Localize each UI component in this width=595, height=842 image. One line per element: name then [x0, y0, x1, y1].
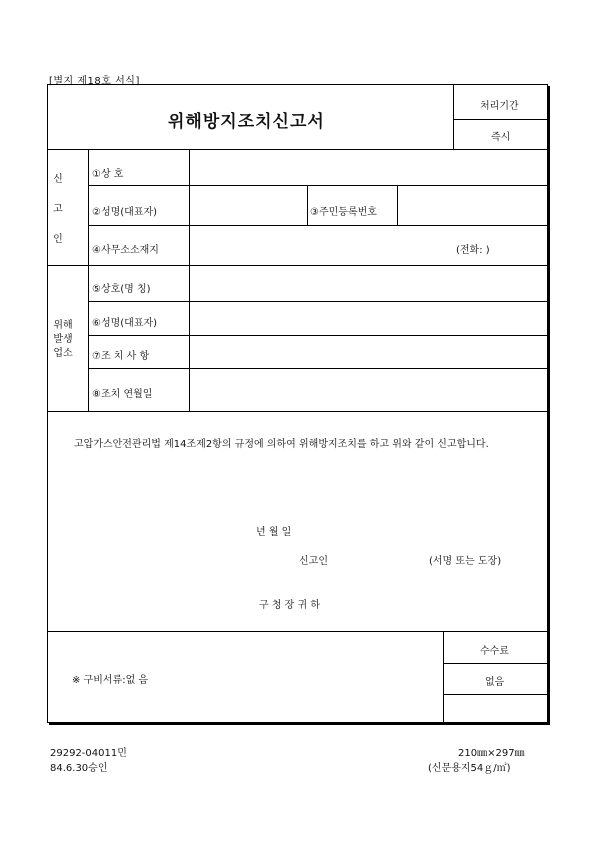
form-number-label: [별지 제18호 서식] [49, 76, 140, 87]
fee-value: 없음 [485, 677, 505, 688]
reporter-signature-label: 신고인 [299, 556, 328, 567]
attachments-note: ※ 구비서류:없 음 [72, 675, 149, 686]
trade-name-label: ①상 호 [92, 169, 124, 180]
form-frame [47, 84, 548, 723]
reporter-section-label: 신 고 인 [53, 174, 63, 245]
resident-number-label: ③주민등록번호 [310, 207, 377, 218]
hazard-trade-name-label: ⑤상호(명 칭) [92, 284, 151, 295]
processing-value: 즉시 [491, 132, 511, 143]
hazard-section-label: 위해 발생 업소 [53, 320, 73, 359]
divider [453, 85, 454, 149]
divider [397, 185, 398, 225]
action-items-label: ⑦조 치 사 항 [92, 351, 150, 362]
declaration-text: 고압가스안전관리법 제14조제2항의 규정에 의하여 위해방지조치를 하고 위와 같이 신고합니다. [74, 439, 489, 450]
divider [48, 411, 547, 412]
action-date-label: ⑧조치 연월일 [92, 389, 153, 400]
divider [443, 631, 444, 722]
divider [88, 225, 547, 226]
representative-name-label: ②성명(대표자) [92, 207, 158, 218]
hazard-representative-label: ⑥성명(대표자) [92, 318, 158, 329]
page-title: 위해방지조치신고서 [168, 112, 325, 132]
divider [48, 631, 547, 632]
divider [189, 149, 190, 411]
divider [88, 335, 547, 336]
date-line: 년 월 일 [256, 527, 292, 538]
approval-date: 84.6.30승인 [50, 763, 108, 774]
office-address-label: ④사무소소재지 [92, 245, 159, 256]
fee-header: 수수료 [480, 646, 509, 657]
divider [453, 119, 547, 120]
addressee: 구 청 장 귀 하 [259, 600, 321, 611]
divider [88, 301, 547, 302]
divider [88, 149, 89, 411]
processing-header: 처리기간 [480, 101, 519, 112]
divider [88, 368, 547, 369]
paper-size: 210㎜×297㎜ [458, 748, 525, 759]
paper-type: (신문용지54ｇ/㎡) [428, 763, 511, 774]
divider [48, 265, 547, 266]
divider [443, 694, 547, 695]
divider [307, 185, 308, 225]
divider [88, 185, 547, 186]
signature-note: (서명 또는 도장) [429, 556, 502, 567]
divider [443, 663, 547, 664]
form-code: 29292-04011민 [50, 748, 127, 759]
phone-label: (전화: ) [456, 245, 490, 256]
divider [48, 149, 547, 150]
